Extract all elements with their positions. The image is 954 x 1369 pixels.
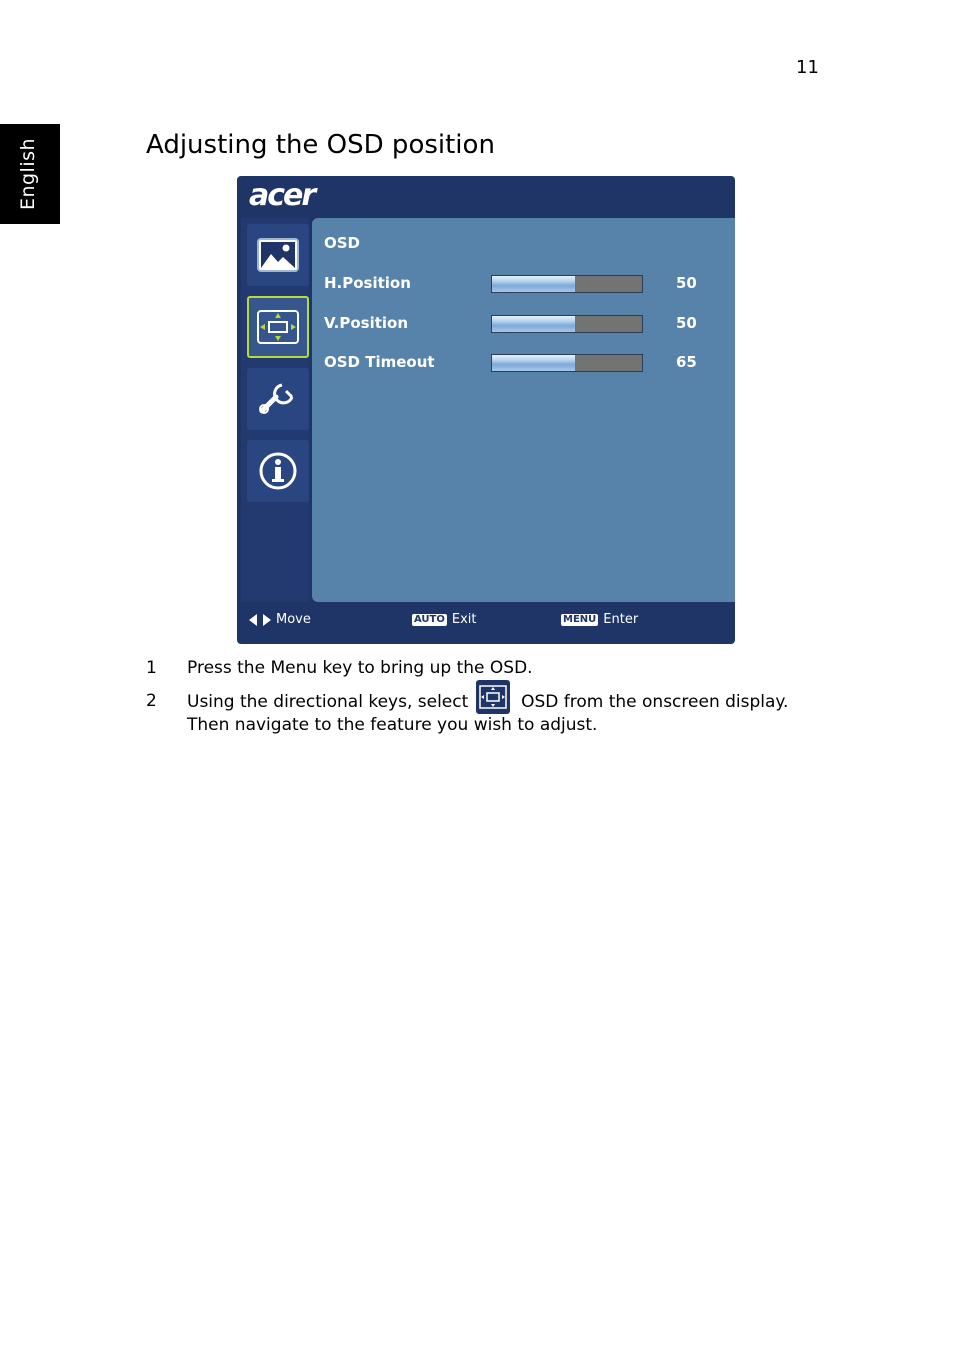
- row-label: V.Position: [324, 314, 409, 332]
- section-title: Adjusting the OSD position: [146, 130, 495, 160]
- footer-enter: [561, 612, 638, 627]
- osd-row-h-position[interactable]: [324, 274, 724, 294]
- step-text-after: OSD from the onscreen display.: [521, 692, 789, 712]
- menu-key-badge: MENU: [563, 613, 597, 625]
- footer-move: [249, 612, 311, 627]
- row-value: 50: [676, 314, 697, 332]
- footer-exit: [412, 612, 477, 627]
- footer-enter-label: Enter: [603, 612, 639, 627]
- picture-icon: [256, 237, 300, 273]
- step-text: Press the Menu key to bring up the OSD.: [187, 658, 533, 678]
- osd-sidebar: [241, 218, 309, 602]
- osd-heading: OSD: [324, 234, 361, 252]
- osd-footer: [237, 606, 735, 644]
- side-btn-picture[interactable]: [247, 224, 309, 286]
- acer-logo: acer: [249, 178, 315, 213]
- footer-exit-label: Exit: [451, 612, 477, 627]
- step-number: 1: [146, 658, 157, 678]
- osd-row-v-position[interactable]: [324, 314, 724, 334]
- language-tab-label: English: [17, 137, 39, 211]
- slider-bar[interactable]: [491, 275, 643, 293]
- row-label: OSD Timeout: [324, 353, 435, 371]
- side-btn-settings[interactable]: [247, 368, 309, 430]
- step-text-before: Using the directional keys, select: [187, 692, 469, 712]
- info-icon: [258, 451, 298, 491]
- step-number: 2: [146, 691, 157, 711]
- row-value: 50: [676, 274, 697, 292]
- side-btn-info[interactable]: [247, 440, 309, 502]
- auto-key-badge: AUTO: [414, 613, 445, 625]
- step-text-line2: Then navigate to the feature you wish to adjust.: [187, 715, 598, 735]
- left-right-arrows-icon: [249, 614, 271, 626]
- page-number: 11: [796, 57, 819, 78]
- settings-wrench-icon: [256, 379, 300, 419]
- osd-screenshot: [237, 176, 735, 644]
- osd-panel: [312, 218, 735, 602]
- side-btn-osd-position[interactable]: [247, 296, 309, 358]
- osd-position-icon: [256, 309, 300, 345]
- row-label: H.Position: [324, 274, 411, 292]
- osd-row-osd-timeout[interactable]: [324, 353, 724, 373]
- language-tab: [0, 124, 60, 224]
- slider-bar[interactable]: [491, 315, 643, 333]
- slider-bar[interactable]: [491, 354, 643, 372]
- footer-move-label: Move: [276, 612, 311, 627]
- osd-position-inline-icon: [476, 680, 510, 714]
- row-value: 65: [676, 353, 697, 371]
